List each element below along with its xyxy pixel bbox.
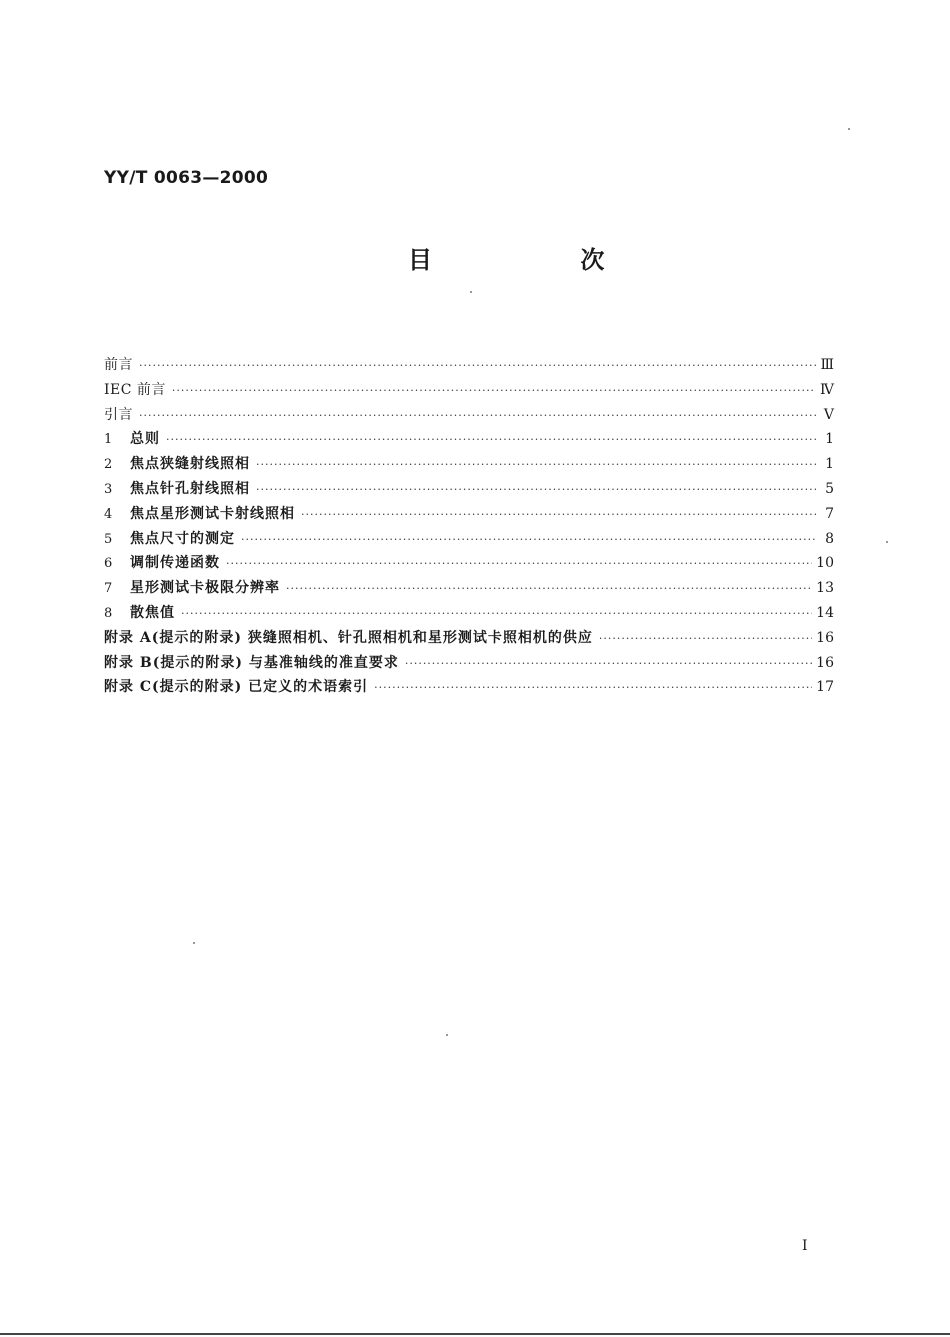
page-edge-rule <box>0 1333 950 1335</box>
toc-entry-label: 焦点狭缝射线照相 <box>130 456 250 473</box>
toc-leader-dots <box>599 632 812 645</box>
toc-entry-page: 10 <box>816 555 834 572</box>
toc-entry-page: 7 <box>825 505 834 522</box>
toc-entry-number: 6 <box>104 556 113 572</box>
toc-entry-iec-foreword[interactable] <box>104 379 834 404</box>
toc-entry-label: 引言 <box>104 406 133 423</box>
toc-leader-dots <box>405 657 812 670</box>
toc-entry-number: 4 <box>104 506 113 522</box>
toc-entry-label: 调制传递函数 <box>130 555 220 572</box>
toc-leader-dots <box>256 483 816 496</box>
toc-entry-introduction[interactable] <box>104 404 834 429</box>
toc-entry-page: 16 <box>816 654 834 671</box>
toc-leader-dots <box>241 533 816 546</box>
toc-leader-dots <box>139 409 816 422</box>
toc-leader-dots <box>256 458 816 471</box>
toc-entry-page: 13 <box>816 580 834 597</box>
toc-entry-page: 5 <box>825 480 834 497</box>
scan-speck <box>193 942 195 944</box>
toc-entry-page: 16 <box>816 629 834 646</box>
toc-entry-appendix-c[interactable] <box>104 676 834 701</box>
table-of-contents <box>104 354 834 701</box>
toc-leader-dots <box>374 681 812 694</box>
scan-speck <box>848 128 850 130</box>
toc-entry-appendix-a[interactable] <box>104 627 834 652</box>
toc-entry-number: 7 <box>104 581 113 597</box>
toc-entry-page: 14 <box>816 604 834 621</box>
toc-entry-label: 前言 <box>104 357 133 373</box>
page-number: I <box>802 1238 808 1254</box>
toc-entry-section-7[interactable] <box>104 577 834 602</box>
toc-entry-appendix-b[interactable] <box>104 652 834 677</box>
toc-entry-label: IEC 前言 <box>104 381 166 398</box>
scan-speck <box>446 1034 448 1036</box>
toc-entry-page: Ⅲ <box>820 357 834 373</box>
toc-leader-dots <box>181 607 812 620</box>
toc-leader-dots <box>139 359 816 372</box>
toc-entry-number: 3 <box>104 481 113 497</box>
toc-leader-dots <box>166 433 816 446</box>
toc-entry-section-8[interactable] <box>104 602 834 627</box>
toc-leader-dots <box>172 384 816 397</box>
toc-entry-section-4[interactable] <box>104 503 834 528</box>
toc-entry-label: 附录 A(提示的附录) 狭缝照相机、针孔照相机和星形测试卡照相机的供应 <box>104 629 593 646</box>
toc-entry-label: 焦点尺寸的测定 <box>130 530 235 547</box>
toc-entry-page: 1 <box>825 431 834 448</box>
toc-leader-dots <box>286 582 812 595</box>
toc-entry-page: Ⅴ <box>823 406 834 423</box>
toc-entry-section-6[interactable] <box>104 552 834 577</box>
toc-entry-page: Ⅳ <box>820 381 834 398</box>
toc-entry-section-1[interactable] <box>104 428 834 453</box>
toc-entry-section-5[interactable] <box>104 528 834 553</box>
toc-entry-label: 星形测试卡极限分辨率 <box>130 580 280 597</box>
toc-entry-section-3[interactable] <box>104 478 834 503</box>
scan-speck <box>470 291 472 293</box>
toc-entry-label: 焦点针孔射线照相 <box>130 480 250 497</box>
toc-leader-dots <box>301 508 816 521</box>
toc-entry-number: 1 <box>104 432 113 448</box>
toc-entry-label: 总则 <box>130 431 160 448</box>
standard-code: YY/T 0063—2000 <box>104 168 269 188</box>
toc-entry-page: 8 <box>825 530 834 547</box>
toc-entry-page: 17 <box>816 679 834 696</box>
toc-entry-label: 附录 B(提示的附录) 与基准轴线的准直要求 <box>104 654 399 671</box>
toc-entry-label: 焦点星形测试卡射线照相 <box>130 505 295 522</box>
toc-entry-section-2[interactable] <box>104 453 834 478</box>
toc-entry-number: 8 <box>104 605 113 621</box>
toc-entry-number: 5 <box>104 531 113 547</box>
toc-entry-foreword[interactable] <box>104 354 834 379</box>
toc-entry-label: 散焦值 <box>130 604 175 621</box>
scan-speck <box>886 541 888 543</box>
toc-title: 目 次 <box>408 246 675 274</box>
toc-entry-page: 1 <box>825 456 834 473</box>
toc-entry-number: 2 <box>104 457 113 473</box>
toc-leader-dots <box>226 557 812 570</box>
toc-entry-label: 附录 C(提示的附录) 已定义的术语索引 <box>104 679 369 696</box>
